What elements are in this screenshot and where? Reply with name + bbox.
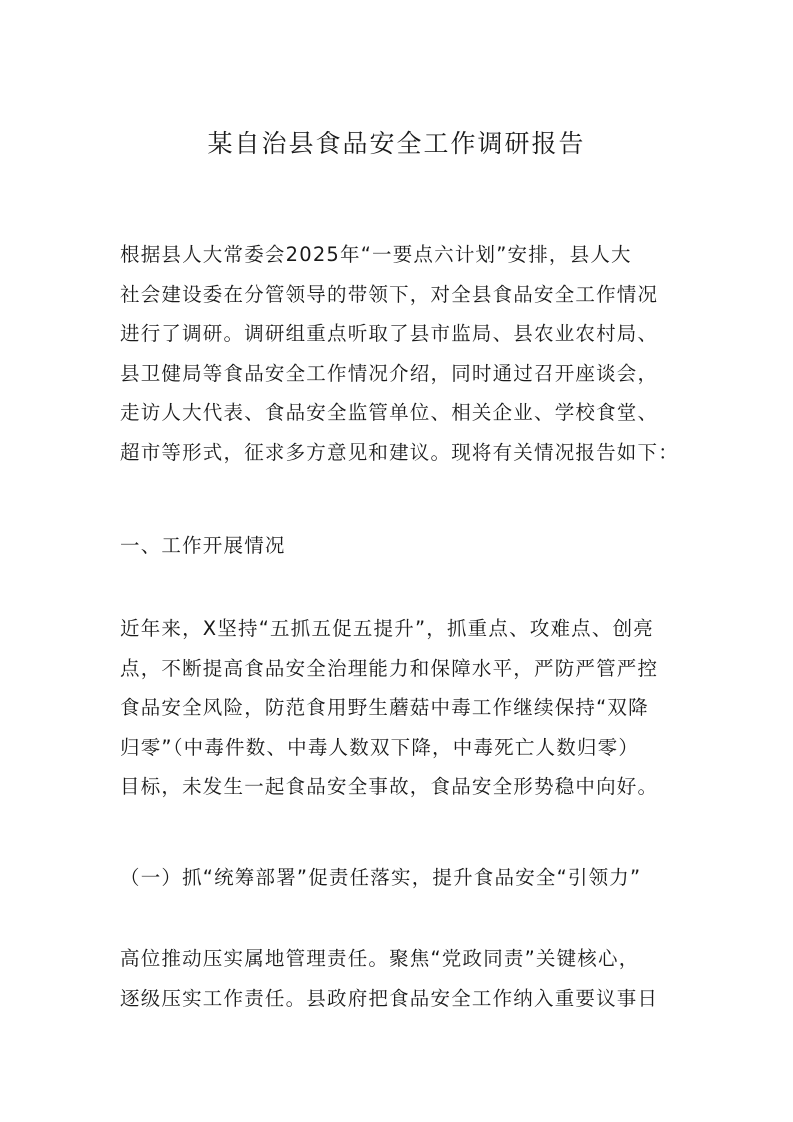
section-paragraph bbox=[120, 609, 680, 807]
intro-paragraph bbox=[120, 235, 680, 472]
text-line: 县卫健局等食品安全工作情况介绍，同时通过召开座谈会， bbox=[120, 361, 659, 385]
subsection-heading: （一）抓“统筹部署”促责任落实，提升食品安全“引领力” bbox=[120, 866, 642, 889]
text-line: 社会建设委在分管领导的带领下，对全县食品安全工作情况 bbox=[120, 282, 659, 306]
text-line: 超市等形式，征求多方意见和建议。现将有关情况报告如下： bbox=[120, 440, 679, 464]
text-line: 进行了调研。调研组重点听取了县市监局、县农业农村局、 bbox=[120, 322, 659, 345]
text-line: 食品安全风险，防范食用野生蘑菇中毒工作继续保持“双降 bbox=[120, 696, 649, 719]
text-line: 走访人大代表、食品安全监管单位、相关企业、学校食堂、 bbox=[120, 401, 659, 424]
section-heading: 一、工作开展情况 bbox=[120, 534, 286, 557]
text-line: 高位推动压实属地管理责任。聚焦“党政同责”关键核心， bbox=[120, 947, 640, 970]
text-line: 近年来，X坚持“五抓五促五提升”，抓重点、攻难点、创亮 bbox=[120, 617, 654, 640]
subsection-paragraph bbox=[120, 939, 680, 1018]
document-title: 某自治县食品安全工作调研报告 bbox=[207, 129, 586, 158]
text-line: 点，不断提高食品安全治理能力和保障水平，严防严管严控 bbox=[120, 656, 659, 680]
text-line: 逐级压实工作责任。县政府把食品安全工作纳入重要议事日 bbox=[120, 986, 659, 1010]
text-line: 根据县人大常委会2025年“一要点六计划”安排，县人大 bbox=[120, 243, 632, 266]
text-line: 目标，未发生一起食品安全事故，食品安全形势稳中向好。 bbox=[120, 775, 659, 798]
text-line: 归零”（中毒件数、中毒人数双下降，中毒死亡人数归零） bbox=[120, 735, 640, 759]
